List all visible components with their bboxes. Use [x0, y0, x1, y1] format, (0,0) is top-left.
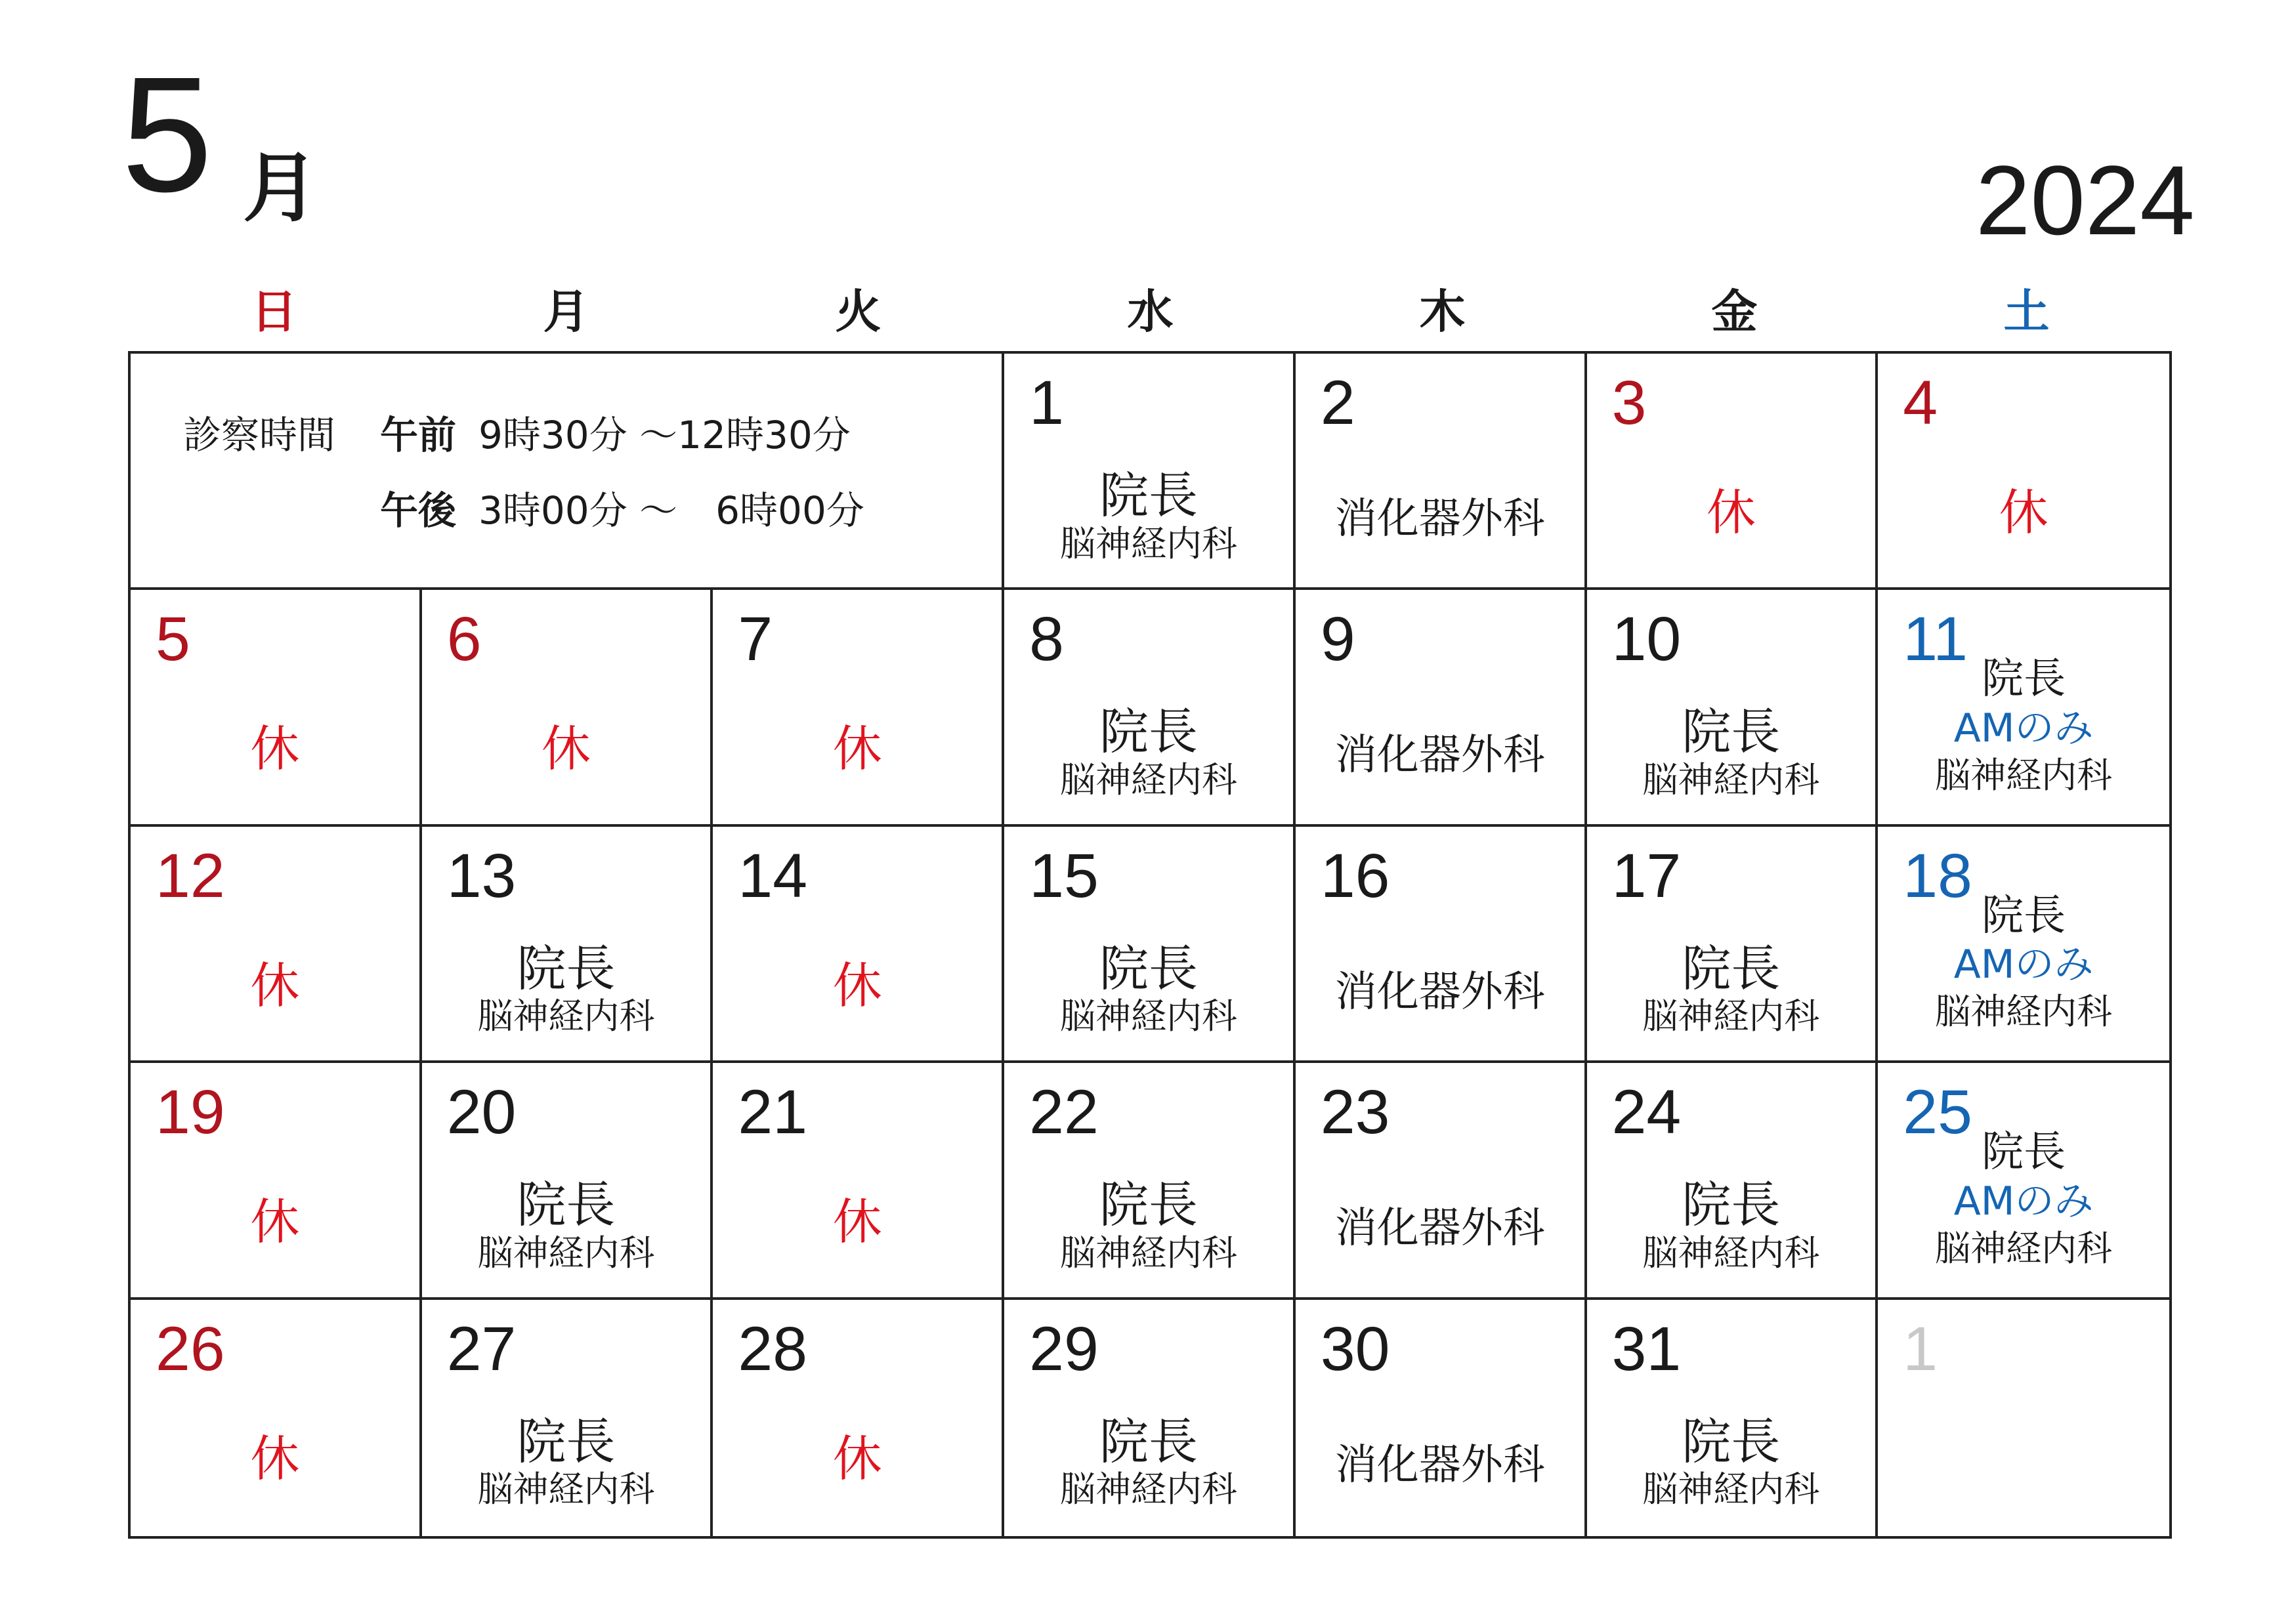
day-cell — [1296, 354, 1587, 590]
day-number: 25 — [1903, 1077, 1972, 1148]
closed-label: 休 — [250, 1429, 300, 1488]
day-cell — [422, 1300, 713, 1536]
day-number: 26 — [156, 1314, 225, 1384]
doctor-schedule — [1587, 1412, 1876, 1511]
closed-label: 休 — [832, 720, 882, 778]
neurology-label: 脳神経内科 — [1935, 754, 2113, 796]
neurology-label: 脳神経内科 — [1059, 522, 1237, 564]
day-number: 10 — [1611, 604, 1682, 675]
calendar-grid — [128, 351, 2172, 1539]
am-only-label: AMのみ — [1953, 1178, 2094, 1224]
day-cell — [131, 1063, 422, 1299]
day-cell — [131, 590, 422, 826]
day-number: 19 — [156, 1077, 225, 1148]
closed-label: 休 — [1706, 484, 1756, 541]
am-time: 9時30分 ～12時30分 — [478, 413, 851, 457]
gastro-surgery-label: 消化器外科 — [1334, 1204, 1545, 1253]
closed-label: 休 — [250, 720, 300, 778]
am-only-label: AMのみ — [1953, 942, 2094, 988]
weekday-header — [128, 276, 2173, 348]
day-number: 8 — [1029, 604, 1064, 675]
day-number: 7 — [738, 604, 773, 675]
neurology-label: 脳神経内科 — [1935, 991, 2113, 1033]
day-cell — [713, 1300, 1004, 1536]
day-number: 17 — [1611, 841, 1682, 911]
director-label: 院長 — [1682, 1176, 1781, 1234]
day-number: 29 — [1029, 1314, 1099, 1384]
weekday-sat: 土 — [2003, 285, 2050, 339]
neurology-label: 脳神経内科 — [477, 1232, 655, 1274]
director-label: 院長 — [1682, 939, 1781, 997]
day-cell — [1587, 1300, 1878, 1536]
day-cell — [713, 590, 1004, 826]
doctor-schedule — [1004, 939, 1293, 1038]
day-cell — [713, 827, 1004, 1063]
day-number: 28 — [738, 1314, 808, 1384]
day-number: 14 — [738, 841, 808, 911]
day-number: 1 — [1029, 368, 1064, 438]
office-hours — [183, 413, 864, 567]
closed-label: 休 — [250, 1193, 300, 1251]
day-cell — [1296, 827, 1587, 1063]
weekday-sun: 日 — [251, 285, 297, 339]
pm-label: 午後 — [380, 488, 457, 533]
day-cell — [1878, 1300, 2169, 1536]
day-cell — [1004, 354, 1296, 590]
day-number: 20 — [446, 1077, 517, 1148]
day-number: 11 — [1903, 604, 1968, 675]
am-only-label: AMのみ — [1953, 705, 2094, 751]
doctor-schedule — [422, 1412, 711, 1511]
day-number: 27 — [446, 1314, 517, 1384]
weekday-wed: 水 — [1127, 285, 1174, 339]
day-cell — [1587, 590, 1878, 826]
day-cell — [713, 1063, 1004, 1299]
day-number: 21 — [738, 1077, 808, 1148]
day-number: 23 — [1320, 1077, 1390, 1148]
day-number: 2 — [1320, 368, 1355, 438]
doctor-schedule — [1004, 1178, 1293, 1274]
day-cell — [1878, 827, 2169, 1063]
day-cell — [1587, 354, 1878, 590]
day-cell — [1004, 1300, 1296, 1536]
day-cell — [131, 827, 422, 1063]
director-label: 院長 — [1099, 1412, 1198, 1470]
doctor-schedule — [1587, 1178, 1876, 1274]
weekday-mon: 月 — [543, 285, 589, 339]
month-number: 5 — [121, 43, 213, 226]
day-number: 15 — [1029, 841, 1099, 911]
director-label: 院長 — [1682, 1412, 1781, 1470]
closed-label: 休 — [832, 956, 882, 1014]
neurology-label: 脳神経内科 — [1642, 1232, 1820, 1274]
day-number: 5 — [156, 604, 190, 675]
director-label: 院長 — [1982, 655, 2066, 704]
neurology-label: 脳神経内科 — [1059, 1232, 1237, 1274]
day-number: 16 — [1320, 841, 1390, 911]
weekday-thu: 木 — [1419, 285, 1466, 339]
year: 2024 — [1976, 145, 2195, 255]
day-cell — [422, 827, 713, 1063]
day-number: 12 — [156, 841, 225, 911]
director-label: 院長 — [1982, 891, 2066, 940]
neurology-label: 脳神経内科 — [1059, 995, 1237, 1037]
day-number: 6 — [446, 604, 482, 675]
saturday-schedule — [1878, 892, 2169, 1034]
month-label: 月 — [243, 144, 319, 232]
closed-label: 休 — [1999, 484, 2048, 541]
day-number: 1 — [1903, 1314, 1938, 1384]
day-number: 18 — [1903, 841, 1972, 911]
day-number: 31 — [1611, 1314, 1682, 1384]
pm-time: 3時00分 ～ 6時00分 — [478, 488, 864, 533]
gastro-surgery-label: 消化器外科 — [1334, 731, 1545, 780]
day-cell — [1296, 590, 1587, 826]
day-number: 30 — [1320, 1314, 1390, 1384]
neurology-label: 脳神経内科 — [1642, 995, 1820, 1037]
day-number: 24 — [1611, 1077, 1682, 1148]
doctor-schedule — [422, 939, 711, 1038]
gastro-surgery-label: 消化器外科 — [1334, 967, 1545, 1016]
day-cell — [1004, 590, 1296, 826]
day-cell — [1587, 827, 1878, 1063]
neurology-label: 脳神経内科 — [477, 1468, 655, 1510]
doctor-schedule — [1587, 939, 1876, 1038]
am-label: 午前 — [380, 413, 457, 457]
director-label: 院長 — [517, 1412, 616, 1470]
day-number: 4 — [1903, 368, 1938, 438]
weekday-tue: 火 — [835, 285, 881, 339]
neurology-label: 脳神経内科 — [1642, 759, 1820, 801]
doctor-schedule — [1004, 705, 1293, 801]
closed-label: 休 — [541, 720, 591, 778]
day-number: 13 — [446, 841, 517, 911]
director-label: 院長 — [1099, 1176, 1198, 1234]
hours-label: 診察時間 — [183, 413, 336, 457]
day-cell — [422, 1063, 713, 1299]
day-cell — [1296, 1063, 1587, 1299]
closed-label: 休 — [832, 1429, 882, 1488]
director-label: 院長 — [1982, 1128, 2066, 1177]
day-cell — [1878, 1063, 2169, 1299]
director-label: 院長 — [517, 939, 616, 997]
neurology-label: 脳神経内科 — [1059, 1468, 1237, 1510]
director-label: 院長 — [1682, 703, 1781, 761]
director-label: 院長 — [517, 1176, 616, 1234]
director-label: 院長 — [1099, 939, 1198, 997]
director-label: 院長 — [1099, 467, 1198, 524]
doctor-schedule — [1004, 468, 1293, 565]
day-cell — [1004, 827, 1296, 1063]
day-number: 9 — [1320, 604, 1355, 675]
day-cell — [1878, 590, 2169, 826]
director-label: 院長 — [1099, 703, 1198, 761]
neurology-label: 脳神経内科 — [1059, 759, 1237, 801]
closed-label: 休 — [250, 956, 300, 1014]
day-cell — [1004, 1063, 1296, 1299]
saturday-schedule — [1878, 656, 2169, 797]
day-number: 3 — [1611, 368, 1647, 438]
office-hours-cell — [131, 354, 1004, 590]
day-cell — [422, 590, 713, 826]
weekday-fri: 金 — [1711, 285, 1758, 339]
day-cell — [1587, 1063, 1878, 1299]
neurology-label: 脳神経内科 — [477, 995, 655, 1037]
saturday-schedule — [1878, 1129, 2169, 1270]
doctor-schedule — [422, 1178, 711, 1274]
neurology-label: 脳神経内科 — [1935, 1227, 2113, 1269]
day-number: 22 — [1029, 1077, 1099, 1148]
closed-label: 休 — [832, 1193, 882, 1251]
doctor-schedule — [1587, 705, 1876, 801]
neurology-label: 脳神経内科 — [1642, 1468, 1820, 1510]
day-cell — [131, 1300, 422, 1536]
doctor-schedule — [1004, 1412, 1293, 1511]
day-cell — [1878, 354, 2169, 590]
gastro-surgery-label: 消化器外科 — [1334, 495, 1545, 543]
gastro-surgery-label: 消化器外科 — [1334, 1440, 1545, 1489]
day-cell — [1296, 1300, 1587, 1536]
